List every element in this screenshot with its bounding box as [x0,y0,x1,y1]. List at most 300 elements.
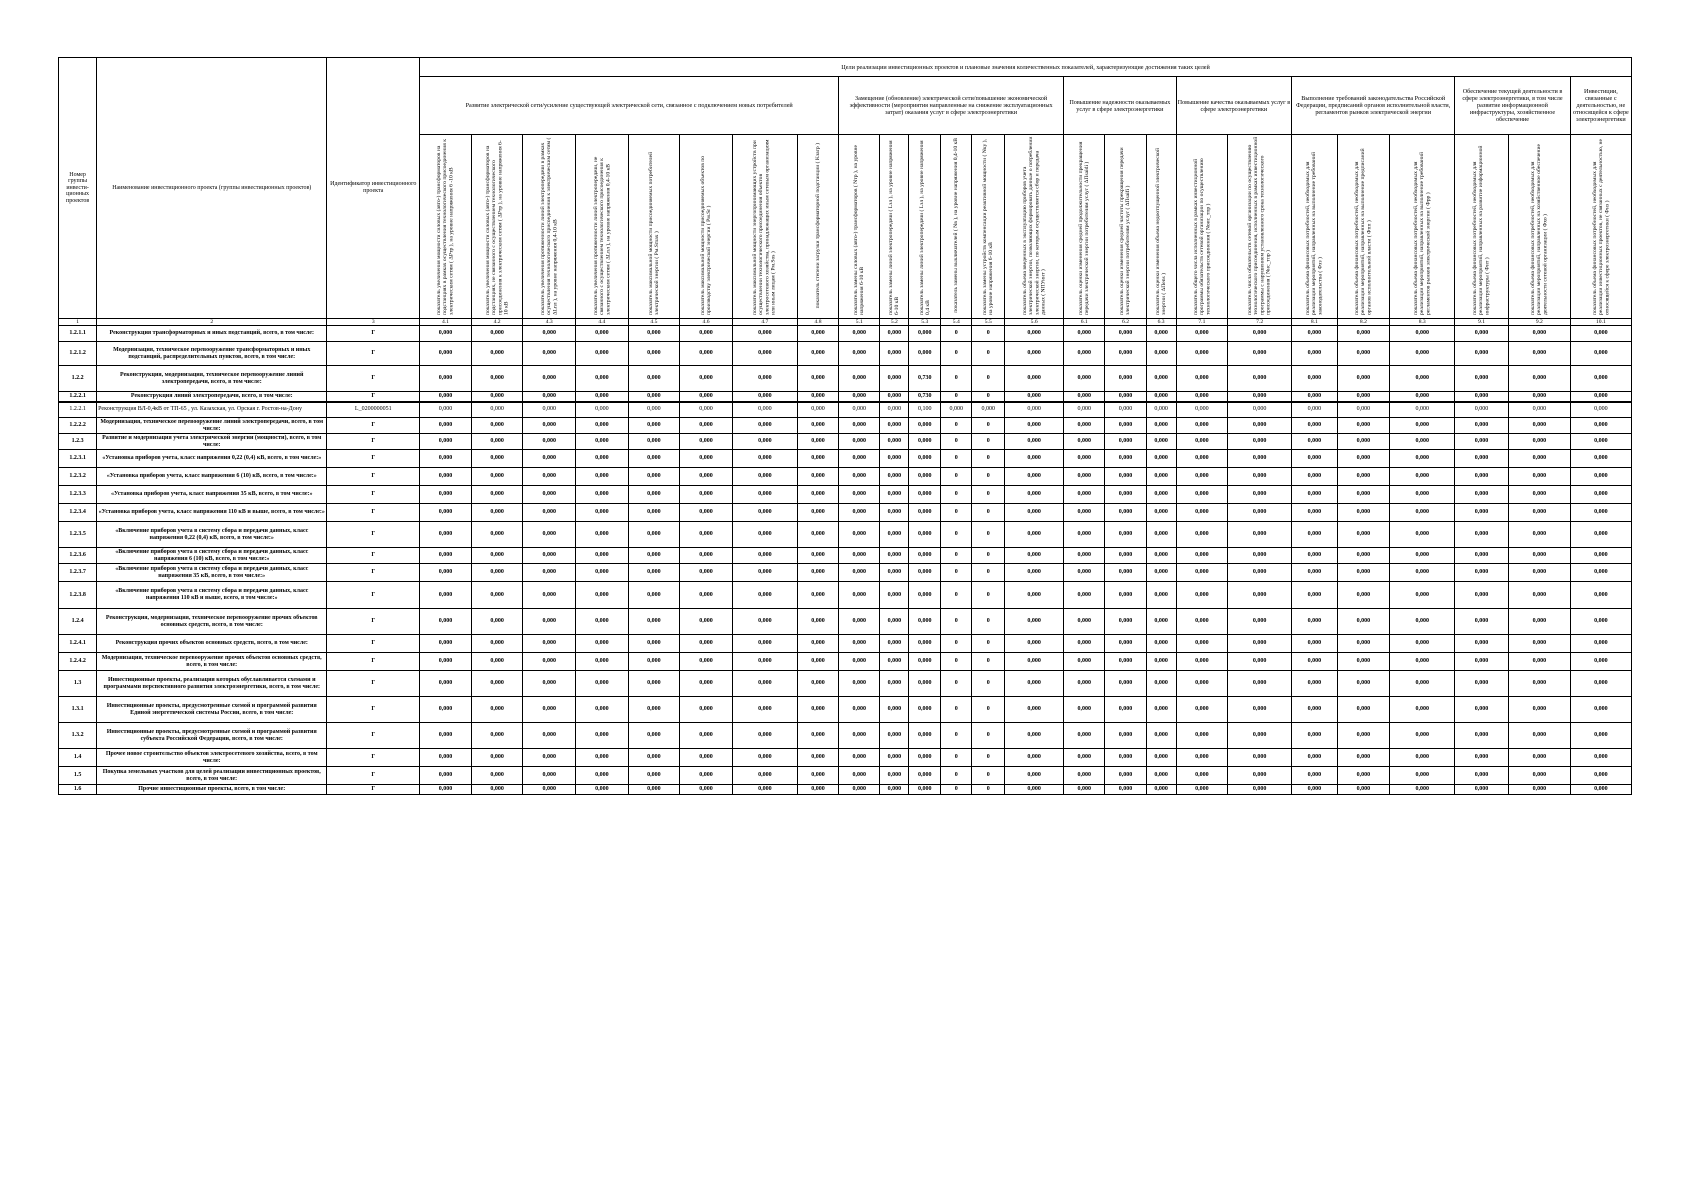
row-value: 0,000 [839,548,880,564]
row-number: 1.2.3.6 [59,548,97,564]
row-value: 0,000 [909,326,941,342]
indicator-header [909,135,941,319]
header-row-top [59,58,1632,77]
row-value: 0,000 [972,402,1005,418]
row-value: 0,000 [1228,653,1292,671]
row-value: 0,000 [1176,548,1228,564]
row-value: 0,000 [839,342,880,366]
indicator-header-text: показатель объема финансовых потребностей, необходимых для реализации мероприятий, направленных на хозяйственное обеспечение деятельности сетевой организации ( Фхо ) [1530,144,1549,316]
row-value: 0,000 [523,342,576,366]
row-value: 0,000 [1337,785,1390,795]
group-header: Замещение (обновление) электрической сети/повышение экономической эффективности (мероприятия направленные на снижение эксплуатационных затрат) оказания услуг в сфере электроэнергетики [839,77,1064,135]
row-value: 0,000 [628,749,680,767]
row-value: 0,000 [1146,418,1176,434]
row-value: 0 [972,326,1005,342]
row-value: 0,000 [1292,468,1337,486]
row-value: 0,000 [1176,635,1228,653]
row-value: 0,000 [1455,723,1509,749]
table-row [59,582,1632,609]
row-value: 0,000 [1570,486,1631,504]
row-identifier: Г [327,486,420,504]
row-value: 0,000 [880,548,909,564]
column-number: 4.3 [523,319,576,326]
row-value: 0 [972,635,1005,653]
row-value: 0,000 [1508,366,1570,392]
row-value: 0,000 [1455,785,1509,795]
row-value: 0,000 [523,671,576,697]
row-value: 0,000 [1105,326,1146,342]
row-value: 0,000 [420,326,472,342]
row-value: 0,000 [576,468,629,486]
row-value: 0,000 [797,723,838,749]
indicator-header [1390,135,1455,319]
table-row [59,564,1632,582]
row-value: 0,000 [880,326,909,342]
row-value: 0,000 [1228,723,1292,749]
row-identifier: Г [327,723,420,749]
indicator-header [1105,135,1146,319]
row-value: 0,000 [839,749,880,767]
row-value: 0,000 [1570,767,1631,785]
column-number: 10.1 [1570,319,1631,326]
row-value: 0,000 [1105,504,1146,522]
row-value: 0,000 [909,468,941,486]
row-value: 0,000 [1228,450,1292,468]
row-value: 0,000 [1570,548,1631,564]
row-value: 0,000 [471,418,523,434]
indicator-header [941,135,972,319]
row-value: 0,000 [1337,486,1390,504]
row-value: 0 [972,548,1005,564]
row-value: 0,000 [1005,486,1064,504]
row-value: 0,000 [941,402,972,418]
row-value: 0,000 [1105,564,1146,582]
row-value: 0,000 [420,366,472,392]
row-value: 0,000 [1390,522,1455,548]
row-value: 0,000 [1508,326,1570,342]
row-value: 0,000 [909,504,941,522]
row-value: 0,000 [797,582,838,609]
row-name: «Установка приборов учета, класс напряжения 35 кВ, всего, в том числе:» [97,486,327,504]
row-value: 0,000 [1292,486,1337,504]
row-value: 0,000 [576,723,629,749]
row-value: 0,000 [680,392,733,402]
row-number: 1.2.2.1 [59,392,97,402]
row-value: 0,000 [471,697,523,723]
column-number: 5.4 [941,319,972,326]
row-name: Реконструкция ВЛ-0,4кВ от ТП-65 , ул. Казахская, ул. Орская г. Ростов-на-Дону [97,402,327,418]
indicator-header [1146,135,1176,319]
row-value: 0,000 [839,402,880,418]
row-value: 0,000 [1570,450,1631,468]
row-value: 0,000 [1570,392,1631,402]
row-value: 0,000 [1146,468,1176,486]
row-value: 0,000 [576,697,629,723]
row-value: 0 [941,504,972,522]
col-header-number: Номер группы инвести-ционных проектов [59,58,97,319]
row-value: 0,000 [1390,609,1455,635]
row-value: 0,000 [1064,582,1105,609]
row-value: 0,000 [797,749,838,767]
row-value: 0,000 [420,749,472,767]
row-value: 0,000 [1292,609,1337,635]
column-number: 4.1 [420,319,472,326]
indicator-header [680,135,733,319]
row-value: 0,000 [1570,582,1631,609]
row-value: 0,000 [1146,785,1176,795]
row-value: 0,000 [420,342,472,366]
row-value: 0,000 [680,486,733,504]
row-value: 0,000 [1005,468,1064,486]
row-value: 0,000 [628,486,680,504]
row-value: 0,000 [909,723,941,749]
row-name: Модернизация, техническое перевооружение трансформаторных и иных подстанций, распределительных пунктов, всего, в том числе: [97,342,327,366]
row-number: 1.2.4.1 [59,635,97,653]
row-value: 0,000 [1390,504,1455,522]
row-value: 0,000 [880,468,909,486]
row-value: 0,000 [576,418,629,434]
row-value: 0,000 [680,402,733,418]
column-number: 4.8 [797,319,838,326]
row-identifier: Г [327,653,420,671]
row-value: 0,000 [576,635,629,653]
row-value: 0,000 [797,548,838,564]
column-number: 6.2 [1105,319,1146,326]
row-value: 0,000 [1390,434,1455,450]
row-value: 0 [941,366,972,392]
row-value: 0,000 [1228,697,1292,723]
row-value: 0 [941,671,972,697]
row-value: 0,000 [1005,326,1064,342]
row-value: 0 [941,468,972,486]
row-value: 0,000 [1105,749,1146,767]
row-value: 0,000 [1570,522,1631,548]
row-value: 0,000 [1228,767,1292,785]
row-value: 0,000 [1064,767,1105,785]
table-row [59,418,1632,434]
row-value: 0,000 [1570,504,1631,522]
row-value: 0,000 [1105,392,1146,402]
row-value: 0,000 [523,366,576,392]
row-value: 0,000 [797,785,838,795]
column-number: 5.3 [909,319,941,326]
row-value: 0,000 [1146,697,1176,723]
table-row [59,697,1632,723]
row-value: 0,000 [1390,468,1455,486]
row-value: 0,000 [523,697,576,723]
row-value: 0 [972,418,1005,434]
row-value: 0,000 [1228,434,1292,450]
row-value: 0,000 [628,450,680,468]
row-value: 0,000 [880,767,909,785]
row-value: 0,000 [680,504,733,522]
table-row [59,392,1632,402]
row-value: 0,000 [1570,468,1631,486]
row-value: 0,000 [576,609,629,635]
row-value: 0,000 [576,749,629,767]
row-name: Прочие инвестиционные проекты, всего, в том числе: [97,785,327,795]
row-value: 0,000 [1508,564,1570,582]
row-value: 0,000 [839,609,880,635]
row-number: 1.2.1.1 [59,326,97,342]
row-value: 0,000 [1105,785,1146,795]
row-value: 0,000 [839,326,880,342]
row-name: Инвестиционные проекты, реализация которых обуславливается схемами и программами перспективного развития электроэнергетики, всего, в том числе: [97,671,327,697]
row-value: 0,000 [471,548,523,564]
row-value: 0,000 [523,564,576,582]
row-value: 0 [972,564,1005,582]
row-value: 0,000 [909,582,941,609]
row-value: 0,000 [797,609,838,635]
row-number: 1.2.4.2 [59,653,97,671]
row-value: 0,000 [1292,582,1337,609]
row-value: 0,000 [680,723,733,749]
row-value: 0,000 [880,582,909,609]
row-value: 0 [941,486,972,504]
row-value: 0,000 [1292,653,1337,671]
column-number: 4.6 [680,319,733,326]
row-value: 0,000 [732,749,797,767]
row-value: 0,000 [1105,582,1146,609]
row-value: 0,000 [1005,723,1064,749]
row-value: 0 [941,522,972,548]
row-number: 1.2.2.1 [59,402,97,418]
row-value: 0,000 [680,434,733,450]
row-value: 0,000 [839,785,880,795]
indicator-header [420,135,472,319]
indicator-header [1455,135,1509,319]
table-row [59,326,1632,342]
row-value: 0,000 [1337,468,1390,486]
row-value: 0,000 [471,785,523,795]
row-value: 0,000 [1005,434,1064,450]
row-value: 0,000 [1390,326,1455,342]
row-value: 0,000 [1064,609,1105,635]
row-value: 0,000 [1292,564,1337,582]
table-row [59,434,1632,450]
row-value: 0,000 [880,671,909,697]
row-value: 0,000 [1570,785,1631,795]
row-value: 0,000 [680,342,733,366]
indicator-header-text: показатель оценки изменения средней частоты прекращения передачи электрической энергии потребителям услуг ( ΔПsaifi ) [1119,147,1132,316]
row-name: Реконструкция, модернизация, техническое перевооружение прочих объектов основных средств, всего, в том числе: [97,609,327,635]
row-value: 0,000 [471,653,523,671]
row-number: 1.2.2.2 [59,418,97,434]
table-row [59,767,1632,785]
row-number: 1.3 [59,671,97,697]
row-value: 0 [972,749,1005,767]
row-value: 0,000 [523,767,576,785]
row-value: 0,000 [1292,418,1337,434]
row-value: 0,000 [523,504,576,522]
row-value: 0,000 [1455,418,1509,434]
indicator-header-text: показатель оценки изменения средней продолжительности прекращения передачи электрической энергии потребителям услуг ( ΔПsaidi ) [1078,141,1091,316]
row-value: 0,000 [1292,342,1337,366]
row-value: 0,000 [732,504,797,522]
row-value: 0,000 [628,504,680,522]
row-value: 0,000 [628,785,680,795]
row-value: 0,000 [628,522,680,548]
row-value: 0,000 [1005,785,1064,795]
indicator-header-text: показатель объема финансовых потребностей, необходимых для реализации мероприятий, направленных на развитие информационной инфраструктуры ( Фит ) [1472,145,1491,316]
row-value: 0,000 [1508,749,1570,767]
row-value: 0,000 [1005,504,1064,522]
row-value: 0,000 [1105,366,1146,392]
row-value: 0,000 [1337,723,1390,749]
row-value: 0,000 [732,582,797,609]
row-value: 0,000 [1005,548,1064,564]
row-value: 0,000 [1292,402,1337,418]
row-value: 0,000 [839,392,880,402]
row-value: 0,000 [797,342,838,366]
row-name: Инвестиционные проекты, предусмотренные схемой и программой развития субъекта Российской Федерации, всего, в том числе: [97,723,327,749]
row-value: 0,000 [732,366,797,392]
table-row [59,671,1632,697]
table-row [59,366,1632,392]
row-value: 0,000 [1292,697,1337,723]
row-value: 0,000 [1064,342,1105,366]
row-value: 0,000 [1146,609,1176,635]
row-value: 0,000 [1390,564,1455,582]
row-value: 0,000 [680,450,733,468]
row-value: 0,000 [1292,723,1337,749]
row-value: 0,000 [839,653,880,671]
row-value: 0,000 [1508,548,1570,564]
row-value: 0,000 [628,671,680,697]
row-value: 0,000 [1455,450,1509,468]
row-value: 0 [941,564,972,582]
row-value: 0,000 [1455,697,1509,723]
row-value: 0 [941,548,972,564]
table-row [59,723,1632,749]
row-value: 0,000 [1390,785,1455,795]
row-value: 0,000 [1105,402,1146,418]
indicator-header-text: показатель увеличения протяженности линий электропередачи в рамках осуществления технологического присоединения к электрическим сетям ( ΔLnл ), на уровне напряжения 0,4-10 кВ [539,137,559,316]
row-value: 0,000 [1105,548,1146,564]
row-value: 0,000 [1390,366,1455,392]
row-value: 0 [972,342,1005,366]
row-value: 0,000 [628,697,680,723]
row-value: 0,000 [1390,548,1455,564]
row-value: 0 [941,767,972,785]
row-value: 0,000 [880,486,909,504]
row-value: 0,000 [1570,653,1631,671]
row-value: 0,000 [1390,342,1455,366]
row-value: 0,000 [1064,548,1105,564]
header-row-column-numbers [59,319,1632,326]
row-value: 0,000 [1337,609,1390,635]
row-identifier: Г [327,635,420,653]
row-name: Реконструкция прочих объектов основных средств, всего, в том числе: [97,635,327,653]
indicator-header-text: показатель замены линий электропередачи ( Lзл ), на уровне напряжения 0,4 кВ [918,140,931,316]
row-value: 0,000 [1455,468,1509,486]
row-value: 0,000 [1005,653,1064,671]
row-value: 0,000 [1508,582,1570,609]
row-value: 0,000 [1176,450,1228,468]
row-value: 0,000 [1337,402,1390,418]
row-identifier: L_0200000051 [327,402,420,418]
row-value: 0,000 [839,697,880,723]
row-value: 0,000 [732,723,797,749]
row-value: 0,000 [680,635,733,653]
row-value: 0,000 [1005,582,1064,609]
row-number: 1.2.2 [59,366,97,392]
row-value: 0,000 [1146,723,1176,749]
row-value: 0,000 [680,697,733,723]
column-number: 4.7 [732,319,797,326]
row-value: 0,000 [1176,366,1228,392]
row-value: 0,000 [420,723,472,749]
row-value: 0,000 [1390,392,1455,402]
row-value: 0,000 [628,723,680,749]
row-value: 0,000 [909,564,941,582]
row-value: 0,000 [1228,366,1292,392]
row-value: 0,000 [1455,635,1509,653]
row-identifier: Г [327,326,420,342]
table-row [59,785,1632,795]
row-value: 0,000 [1176,504,1228,522]
row-value: 0,000 [1146,402,1176,418]
row-name: «Установка приборов учета, класс напряжения 0,22 (0,4) кВ, всего, в том числе:» [97,450,327,468]
row-value: 0,000 [576,582,629,609]
row-value: 0,000 [576,402,629,418]
row-value: 0,000 [471,434,523,450]
row-value: 0,000 [1455,504,1509,522]
row-value: 0,000 [576,342,629,366]
row-value: 0,000 [1390,402,1455,418]
row-value: 0,000 [1064,635,1105,653]
row-value: 0,000 [576,450,629,468]
row-value: 0,000 [1570,671,1631,697]
row-value: 0,000 [420,468,472,486]
row-value: 0 [972,723,1005,749]
row-name: Реконструкция трансформаторных и иных подстанций, всего, в том числе: [97,326,327,342]
row-value: 0,000 [1455,402,1509,418]
row-name: «Установка приборов учета, класс напряжения 110 кВ и выше, всего, в том числе:» [97,504,327,522]
row-value: 0,000 [1176,582,1228,609]
row-value: 0,000 [1455,653,1509,671]
row-value: 0,000 [420,434,472,450]
row-value: 0,000 [680,468,733,486]
indicator-header-text: показатель числа обязательств сетевой организации по осуществлению технологического присоединения, исполненных в рамках инвестиционной программы с нарушением установленного срока технологического присоединения ( Nнс_тпр ) [1247,136,1272,316]
row-value: 0,000 [1337,326,1390,342]
row-number: 1.6 [59,785,97,795]
row-value: 0,000 [1064,392,1105,402]
column-number: 6.3 [1146,319,1176,326]
row-identifier: Г [327,504,420,522]
row-value: 0,000 [839,671,880,697]
row-value: 0,000 [1146,582,1176,609]
row-value: 0,000 [1064,723,1105,749]
column-number: 9.1 [1455,319,1509,326]
row-value: 0,000 [880,635,909,653]
row-value: 0,000 [1005,749,1064,767]
row-value: 0,000 [909,609,941,635]
row-value: 0,000 [1105,671,1146,697]
row-value: 0 [941,450,972,468]
row-value: 0,000 [909,749,941,767]
row-value: 0,000 [1508,434,1570,450]
row-value: 0 [941,635,972,653]
indicator-header [1337,135,1390,319]
row-identifier: Г [327,609,420,635]
indicator-header [880,135,909,319]
row-value: 0,730 [909,392,941,402]
row-value: 0,000 [471,504,523,522]
row-value: 0 [941,418,972,434]
indicator-header [576,135,629,319]
indicator-header-text: показатель увеличения мощности силовых (авто-) трансформаторов на подстанциях, не связанного с осуществлением технологического присоединения к электрическим сетям ( ΔPтр ), на уровне напряжения 6-10 кВ [484,140,510,316]
